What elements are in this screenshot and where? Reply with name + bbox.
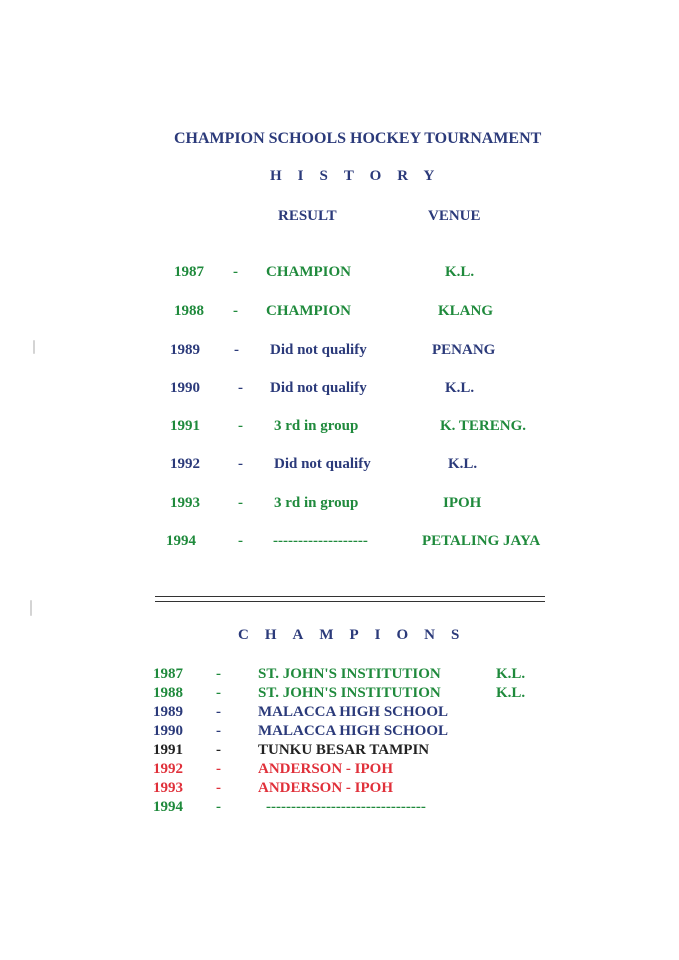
champion-dash: - [216,723,221,739]
scan-mark [30,600,32,616]
history-venue: K.L. [445,380,475,396]
champion-place: K.L. [496,666,526,682]
champion-school: -------------------------------- [266,799,426,815]
history-dash: - [238,533,243,549]
champion-dash: - [216,685,221,701]
history-result: Did not qualify [270,380,367,396]
history-year: 1988 [174,303,204,319]
champion-year: 1991 [153,742,183,758]
champion-year: 1990 [153,723,183,739]
champion-school: ANDERSON - IPOH [258,780,394,796]
champion-year: 1992 [153,761,183,777]
history-year: 1989 [170,342,200,358]
champion-dash: - [216,742,221,758]
history-venue: IPOH [443,495,482,511]
champions-heading: CHAMPIONS [238,627,476,643]
champion-year: 1989 [153,704,183,720]
history-venue: KLANG [438,303,494,319]
history-result: 3 rd in group [274,418,359,434]
champion-school: ST. JOHN'S INSTITUTION [258,666,441,682]
champion-dash: - [216,666,221,682]
history-heading: HISTORY [270,168,451,184]
history-year: 1990 [170,380,200,396]
champion-dash: - [216,780,221,796]
champion-school: ST. JOHN'S INSTITUTION [258,685,441,701]
champion-place: K.L. [496,685,526,701]
venue-column-header: VENUE [428,208,481,224]
history-result: ------------------- [273,533,368,549]
history-year: 1992 [170,456,200,472]
history-result: CHAMPION [266,303,351,319]
result-column-header: RESULT [278,208,337,224]
champion-dash: - [216,799,221,815]
champion-year: 1994 [153,799,183,815]
champion-dash: - [216,761,221,777]
history-year: 1991 [170,418,200,434]
champion-school: ANDERSON - IPOH [258,761,394,777]
champion-school: MALACCA HIGH SCHOOL [258,723,449,739]
double-rule-divider [155,596,545,602]
history-venue: K.L. [445,264,475,280]
history-result: 3 rd in group [274,495,359,511]
history-result: Did not qualify [270,342,367,358]
history-dash: - [238,495,243,511]
history-result: CHAMPION [266,264,351,280]
champion-school: MALACCA HIGH SCHOOL [258,704,449,720]
history-dash: - [234,342,239,358]
history-venue: K.L. [448,456,478,472]
champion-dash: - [216,704,221,720]
history-dash: - [238,380,243,396]
history-venue: PENANG [432,342,496,358]
champion-year: 1987 [153,666,183,682]
history-result: Did not qualify [274,456,371,472]
champion-school: TUNKU BESAR TAMPIN [258,742,430,758]
history-year: 1993 [170,495,200,511]
champion-year: 1988 [153,685,183,701]
page-title: CHAMPION SCHOOLS HOCKEY TOURNAMENT [174,130,542,147]
history-dash: - [238,418,243,434]
history-venue: PETALING JAYA [422,533,541,549]
scan-mark [33,340,35,354]
history-year: 1994 [166,533,196,549]
history-dash: - [233,264,238,280]
history-dash: - [233,303,238,319]
history-dash: - [238,456,243,472]
history-year: 1987 [174,264,204,280]
history-venue: K. TERENG. [440,418,526,434]
champion-year: 1993 [153,780,183,796]
